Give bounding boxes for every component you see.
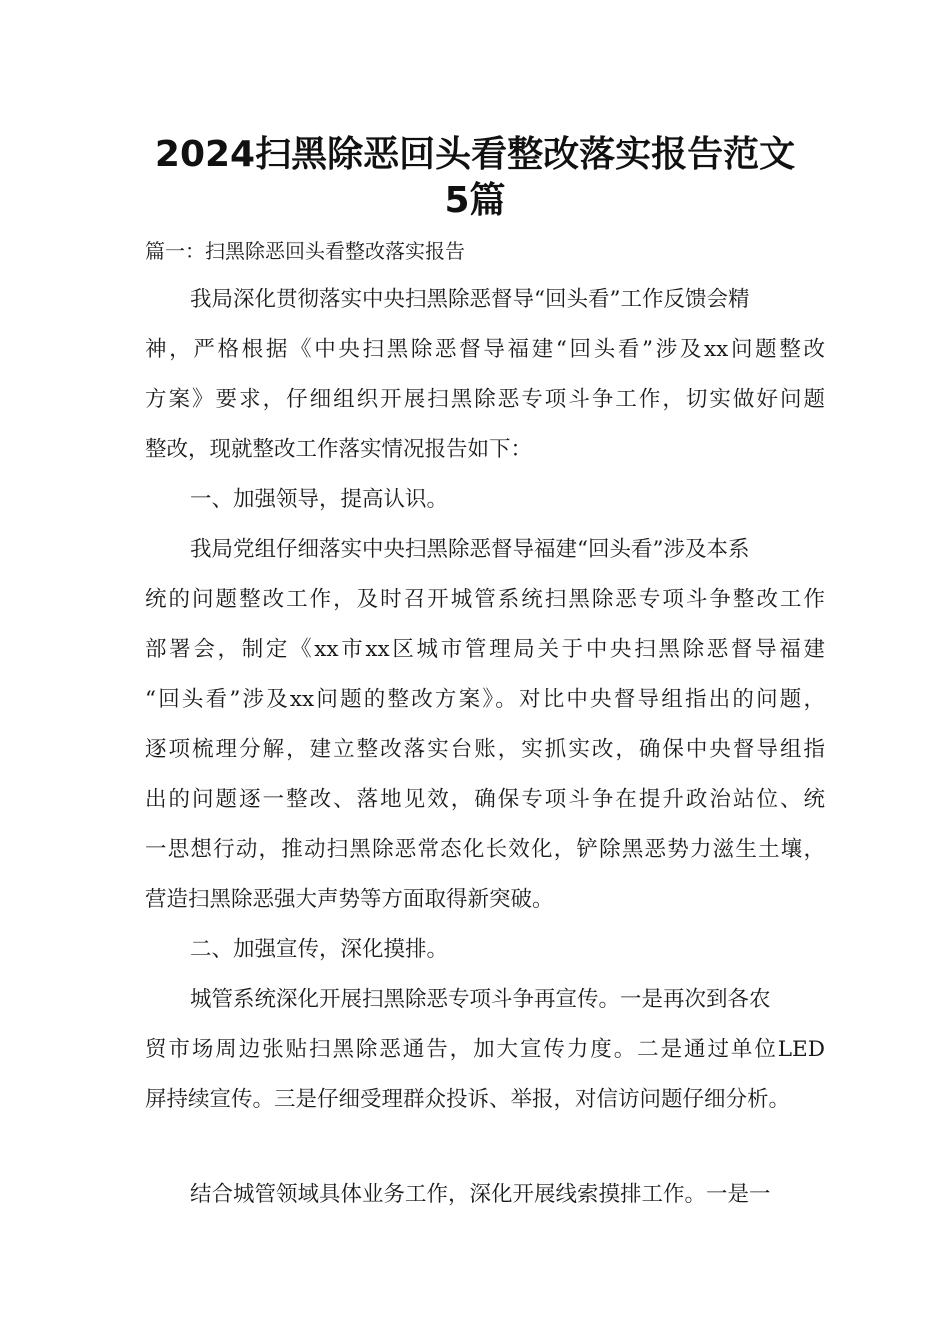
paragraph-3-line-2: 贸市场周边张贴扫黑除恶通告，加大宣传力度。二是通过单位LED: [145, 1037, 825, 1062]
section-subtitle: 篇一：扫黑除恶回头看整改落实报告: [145, 239, 465, 263]
document-title-line-2: 5篇: [444, 180, 506, 221]
paragraph-4-line-1: 结合城管领域具体业务工作，深化开展线索摸排工作。一是一: [190, 1182, 771, 1207]
paragraph-2-line-6: 出的问题逐一整改、落地见效，确保专项斗争在提升政治站位、统: [145, 787, 825, 812]
paragraph-2-line-7: 一思想行动，推动扫黑除恶常态化长效化，铲除黑恶势力滋生土壤，: [145, 837, 825, 862]
paragraph-1-line-2: 神，严格根据《中央扫黑除恶督导福建“回头看”涉及xx问题整改: [145, 337, 825, 362]
paragraph-2-line-5: 逐项梳理分解，建立整改落实台账，实抓实改，确保中央督导组指: [145, 737, 825, 762]
paragraph-2-line-1: 我局党组仔细落实中央扫黑除恶督导福建“回头看”涉及本系: [190, 537, 750, 562]
paragraph-3-line-1: 城管系统深化开展扫黑除恶专项斗争再宣传。一是再次到各农: [190, 987, 771, 1012]
paragraph-2-line-8: 营造扫黑除恶强大声势等方面取得新突破。: [145, 887, 554, 912]
paragraph-2-line-4: “回头看”涉及xx问题的整改方案》。对比中央督导组指出的问题，: [145, 687, 825, 712]
paragraph-2-line-2: 统的问题整改工作，及时召开城管系统扫黑除恶专项斗争整改工作: [145, 587, 825, 612]
document-title-line-1: 2024扫黑除恶回头看整改落实报告范文: [154, 134, 796, 175]
paragraph-1-line-1: 我局深化贯彻落实中央扫黑除恶督导“回头看”工作反馈会精: [190, 287, 750, 312]
paragraph-2-line-3: 部署会，制定《xx市xx区城市管理局关于中央扫黑除恶督导福建: [145, 637, 825, 662]
paragraph-3-line-3: 屏持续宣传。三是仔细受理群众投诉、举报，对信访问题仔细分析。: [145, 1087, 791, 1112]
paragraph-1-line-4: 整改，现就整改工作落实情况报告如下：: [145, 437, 533, 462]
section-heading-1: 一、加强领导，提高认识。: [190, 487, 449, 512]
paragraph-1-line-3: 方案》要求，仔细组织开展扫黑除恶专项斗争工作，切实做好问题: [145, 387, 825, 412]
section-heading-2: 二、加强宣传，深化摸排。: [190, 937, 449, 962]
